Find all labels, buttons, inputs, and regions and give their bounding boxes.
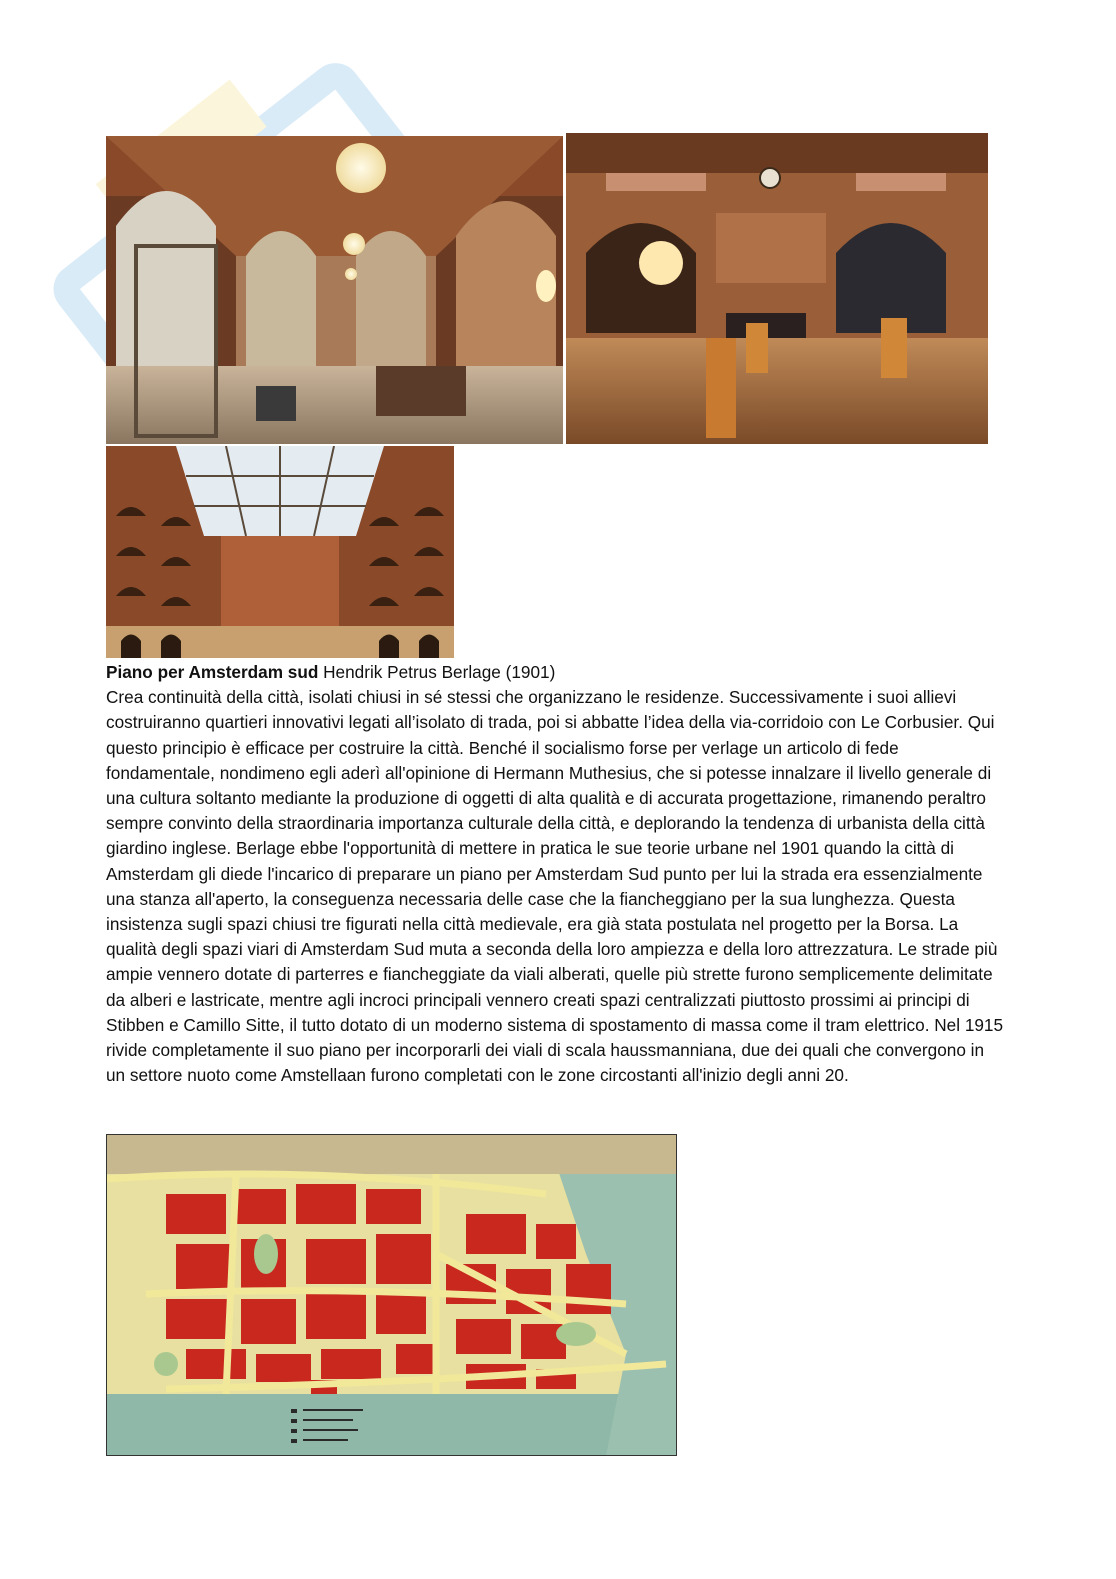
photo-interior-arcade: [106, 136, 563, 444]
heading-title: Piano per Amsterdam sud: [106, 662, 319, 682]
heading-subtitle: Hendrik Petrus Berlage (1901): [323, 662, 556, 682]
article-text: [106, 660, 1006, 1088]
photo-glass-roof-hall: [106, 446, 454, 658]
body-paragraph: Crea continuità della città, isolati chiusi in sé stessi che organizzano le residenze. Successivamente i suoi allievi costruiranno quartieri innovativi legati all’isolato di trada, poi si abbatte l’idea della via-corridoio con Le Corbusier. Qui questo principio è efficace per costruire la città. Benché il socialismo forse per verlage un articolo di fede fondamentale, nondimeno egli aderì all'opinione di Hermann Muthesius, che si potesse innalzare il livello generale di una cultura soltanto mediante la produzione di oggetti di alta qualità e di accurata progettazione, rimanendo peraltro sempre convinto della straordinaria importanza culturale della città, e deplorando la tendenza di urbanista della città giardino inglese. Berlage ebbe l'opportunità di mettere in pratica le sue teorie urbane nel 1901 quando la città di Amsterdam gli diede l'incarico di preparare un piano per Amsterdam Sud punto per lui la strada era essenzialmente una stanza all'aperto, la conseguenza necessaria delle case che la fiancheggiano per la sua lunghezza. Questa insistenza sugli spazi chiusi tre figurati nella città medievale, era già stata postulata nel progetto per la Borsa. La qualità degli spazi viari di Amsterdam Sud muta a seconda della loro ampiezza e della loro attrezzatura. Le strade più ampie vennero dotate di parterres e fiancheggiate da viali alberati, quelle più strette furono semplicemente delimitate da alberi e lastricate, mentre agli incroci principali vennero creati spazi centralizzati piuttosto prossimi ai principi di Stibben e Camillo Sitte, il tutto dotato di un moderno sistema di spostamento di massa come il tram elettrico. Nel 1915 rivide completamente il suo piano per incorporarli dei viali di scala haussmanniana, due dei quali che convergono in un settore nuoto come Amstellaan furono completati con le zone circostanti all'inizio degli anni 20.: [106, 687, 1004, 1086]
photo-brick-hall-clock: [566, 133, 988, 444]
map-amsterdam-sud-plan: [106, 1134, 677, 1456]
section-heading: [106, 660, 1006, 685]
